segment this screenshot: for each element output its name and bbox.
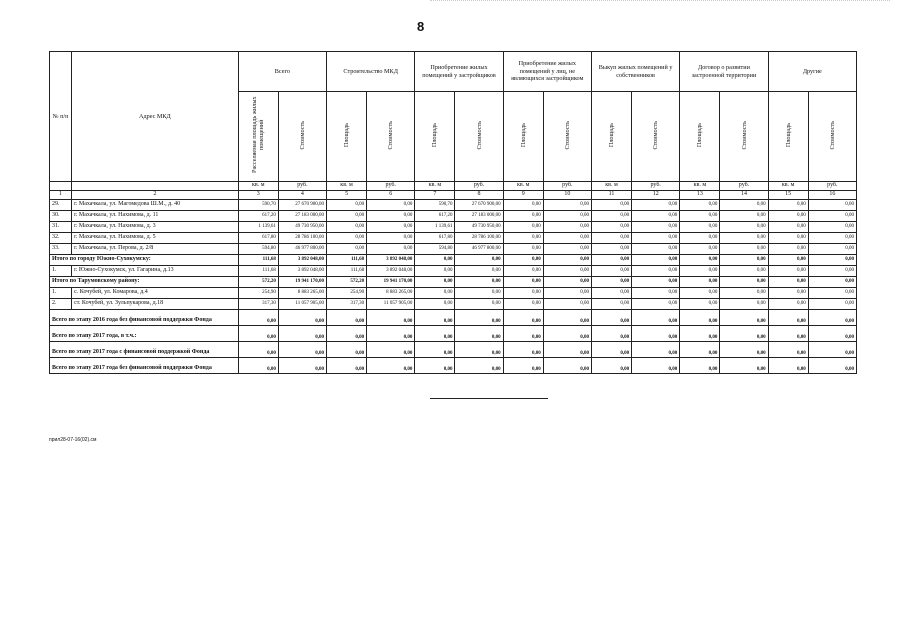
row-value: 0,00 (327, 221, 367, 232)
subheader-cost: Стоимость (455, 92, 503, 182)
column-number: 13 (680, 190, 720, 199)
row-value: 0,00 (327, 341, 367, 357)
column-number: 5 (327, 190, 367, 199)
row-value: 0,00 (415, 325, 455, 341)
subheader-cost: Стоимость (632, 92, 680, 182)
row-value: 0,00 (591, 357, 631, 373)
row-value: 317,30 (327, 298, 367, 309)
row-value: 0,00 (720, 357, 768, 373)
header-group-buyout: Выкуп жилых помещений у собственников (591, 52, 679, 92)
row-value: 0,00 (367, 210, 415, 221)
row-value: 0,00 (327, 199, 367, 210)
row-value: 0,00 (808, 325, 856, 341)
row-value: 28 786 100,00 (455, 232, 503, 243)
row-value: 254,90 (238, 287, 278, 298)
row-value: 0,00 (768, 287, 808, 298)
row-value: 49 730 950,00 (278, 221, 326, 232)
row-index: 33. (50, 243, 72, 254)
subheader-cost: Стоимость (543, 92, 591, 182)
subheader-cost: Стоимость (278, 92, 326, 182)
row-value: 3 892 048,00 (278, 254, 326, 265)
row-address: г. Махачкала, ул. Перова, д. 2/8 (72, 243, 239, 254)
row-index: 2. (50, 298, 72, 309)
column-number: 7 (415, 190, 455, 199)
row-value: 0,00 (503, 276, 543, 287)
unit-cell: кв. м (503, 181, 543, 190)
row-value: 0,00 (680, 325, 720, 341)
row-value: 0,00 (680, 287, 720, 298)
unit-cell: руб. (455, 181, 503, 190)
row-value: 0,00 (543, 357, 591, 373)
row-value: 0,00 (680, 210, 720, 221)
row-value: 0,00 (278, 357, 326, 373)
row-value: 0,00 (632, 276, 680, 287)
row-value: 0,00 (455, 276, 503, 287)
table-row (50, 232, 857, 243)
row-value: 590,70 (415, 199, 455, 210)
row-value: 1 139,61 (415, 221, 455, 232)
row-value: 0,00 (808, 232, 856, 243)
row-value: 0,00 (720, 276, 768, 287)
subheader-cost: Стоимость (808, 92, 856, 182)
row-value: 0,00 (415, 341, 455, 357)
row-value: 0,00 (543, 221, 591, 232)
row-index: 29. (50, 199, 72, 210)
row-index: 30. (50, 210, 72, 221)
row-value: 27 183 000,00 (455, 210, 503, 221)
subheader-cost: Стоимость (720, 92, 768, 182)
row-value: 27 183 000,00 (278, 210, 326, 221)
column-number: 15 (768, 190, 808, 199)
row-value: 111,68 (327, 254, 367, 265)
row-value: 0,00 (768, 243, 808, 254)
table-row (50, 287, 857, 298)
header-group-development: Договор о развитии застроенной территории (680, 52, 768, 92)
row-value: 0,00 (591, 341, 631, 357)
column-number: 16 (808, 190, 856, 199)
header-group-total: Всего (238, 52, 326, 92)
row-value: 0,00 (543, 325, 591, 341)
row-value: 0,00 (768, 357, 808, 373)
units-blank (72, 181, 239, 190)
row-value: 0,00 (808, 357, 856, 373)
row-address: г. Махачкала, ул. Нахимова, д. 11 (72, 210, 239, 221)
page-number: 8 (417, 19, 425, 34)
row-address: с. Кочубей, ул. Комарова, д.4 (72, 287, 239, 298)
row-label: Итого по Тарумовскому району: (50, 276, 239, 287)
row-value: 0,00 (632, 265, 680, 276)
row-value: 0,00 (327, 309, 367, 325)
row-value: 3 892 048,00 (367, 265, 415, 276)
row-value: 8 883 265,00 (367, 287, 415, 298)
row-value: 0,00 (455, 325, 503, 341)
header-group-construction: Строительство МКД (327, 52, 415, 92)
unit-cell: руб. (808, 181, 856, 190)
row-value: 0,00 (503, 298, 543, 309)
row-value: 0,00 (367, 243, 415, 254)
unit-cell: руб. (632, 181, 680, 190)
unit-cell: кв. м (415, 181, 455, 190)
row-value: 0,00 (455, 287, 503, 298)
row-value: 0,00 (768, 265, 808, 276)
footer-code: прил28-07-16(02).см (49, 437, 97, 443)
row-value: 111,68 (327, 265, 367, 276)
row-value: 0,00 (543, 276, 591, 287)
row-value: 0,00 (367, 232, 415, 243)
row-value: 0,00 (808, 298, 856, 309)
row-value: 594,80 (238, 243, 278, 254)
row-value: 0,00 (680, 276, 720, 287)
row-value: 46 977 800,00 (278, 243, 326, 254)
row-value: 0,00 (768, 309, 808, 325)
row-value: 0,00 (632, 298, 680, 309)
row-value: 617,80 (415, 232, 455, 243)
row-value: 0,00 (327, 243, 367, 254)
row-value: 0,00 (415, 287, 455, 298)
row-value: 0,00 (808, 254, 856, 265)
row-value: 0,00 (632, 357, 680, 373)
row-value: 0,00 (367, 341, 415, 357)
header-group-other: Другие (768, 52, 856, 92)
total-row (50, 341, 857, 357)
row-index: 1. (50, 287, 72, 298)
row-value: 0,00 (632, 243, 680, 254)
row-value: 572,20 (327, 276, 367, 287)
row-index: 31. (50, 221, 72, 232)
row-value: 0,00 (543, 210, 591, 221)
column-number: 2 (72, 190, 239, 199)
row-label: Итого по городу Южно-Сухокумску: (50, 254, 239, 265)
unit-cell: кв. м (680, 181, 720, 190)
row-value: 0,00 (632, 309, 680, 325)
row-value: 0,00 (543, 341, 591, 357)
row-value: 0,00 (591, 221, 631, 232)
subheader-area: Площадь (415, 92, 455, 182)
row-address: ст. Кочубей, ул. Зульпукарова, д.18 (72, 298, 239, 309)
row-value: 0,00 (680, 298, 720, 309)
row-value: 0,00 (632, 232, 680, 243)
row-value: 0,00 (632, 287, 680, 298)
row-value: 0,00 (768, 232, 808, 243)
subheader-area: Площадь (591, 92, 631, 182)
row-value: 0,00 (415, 309, 455, 325)
row-value: 0,00 (720, 287, 768, 298)
row-value: 0,00 (680, 254, 720, 265)
row-value: 0,00 (543, 199, 591, 210)
row-value: 0,00 (415, 265, 455, 276)
row-value: 0,00 (415, 276, 455, 287)
table-row (50, 243, 857, 254)
subtotal-row (50, 276, 857, 287)
row-value: 0,00 (591, 243, 631, 254)
row-value: 0,00 (455, 265, 503, 276)
row-value: 0,00 (503, 265, 543, 276)
row-value: 46 977 800,00 (455, 243, 503, 254)
row-value: 0,00 (768, 276, 808, 287)
row-value: 0,00 (632, 210, 680, 221)
row-value: 8 883 265,00 (278, 287, 326, 298)
row-value: 0,00 (238, 325, 278, 341)
row-value: 0,00 (367, 221, 415, 232)
row-value: 0,00 (543, 287, 591, 298)
column-number: 3 (238, 190, 278, 199)
row-value: 0,00 (720, 199, 768, 210)
row-value: 0,00 (591, 210, 631, 221)
unit-cell: руб. (720, 181, 768, 190)
row-address: г. Южно-Сухокумск, ул. Гагарина, д.13 (72, 265, 239, 276)
row-value: 0,00 (543, 309, 591, 325)
row-value: 0,00 (238, 341, 278, 357)
row-value: 0,00 (680, 341, 720, 357)
units-row (50, 181, 857, 190)
row-index: 32. (50, 232, 72, 243)
column-number: 1 (50, 190, 72, 199)
row-value: 0,00 (327, 232, 367, 243)
row-value: 28 786 100,00 (278, 232, 326, 243)
row-value: 0,00 (503, 221, 543, 232)
row-value: 0,00 (367, 325, 415, 341)
row-value: 0,00 (720, 325, 768, 341)
row-value: 0,00 (720, 265, 768, 276)
row-value: 617,20 (415, 210, 455, 221)
row-value: 0,00 (591, 254, 631, 265)
row-value: 0,00 (768, 341, 808, 357)
row-value: 0,00 (503, 254, 543, 265)
row-value: 3 892 048,00 (278, 265, 326, 276)
subheader-cost: Стоимость (367, 92, 415, 182)
subheader-area: Площадь (503, 92, 543, 182)
row-value: 0,00 (591, 309, 631, 325)
row-value: 0,00 (455, 298, 503, 309)
row-value: 111,68 (238, 265, 278, 276)
row-value: 0,00 (543, 265, 591, 276)
row-value: 0,00 (455, 254, 503, 265)
row-value: 0,00 (327, 325, 367, 341)
scan-noise (430, 0, 890, 5)
signature-line (430, 398, 548, 399)
unit-cell: руб. (278, 181, 326, 190)
row-value: 317,30 (238, 298, 278, 309)
unit-cell: руб. (367, 181, 415, 190)
row-value: 594,80 (415, 243, 455, 254)
row-value: 0,00 (591, 298, 631, 309)
row-value: 0,00 (503, 199, 543, 210)
row-value: 0,00 (503, 325, 543, 341)
row-value: 590,70 (238, 199, 278, 210)
row-value: 0,00 (455, 357, 503, 373)
row-value: 0,00 (808, 265, 856, 276)
row-value: 0,00 (808, 210, 856, 221)
table-row (50, 210, 857, 221)
row-value: 0,00 (680, 357, 720, 373)
row-value: 49 730 950,00 (455, 221, 503, 232)
row-value: 1 139,61 (238, 221, 278, 232)
row-value: 0,00 (503, 309, 543, 325)
column-number: 10 (543, 190, 591, 199)
row-value: 0,00 (768, 325, 808, 341)
row-value: 0,00 (415, 254, 455, 265)
row-value: 0,00 (632, 199, 680, 210)
row-value: 0,00 (768, 199, 808, 210)
row-value: 0,00 (503, 287, 543, 298)
row-value: 0,00 (278, 325, 326, 341)
row-value: 11 057 905,00 (367, 298, 415, 309)
row-value: 0,00 (503, 210, 543, 221)
row-value: 0,00 (591, 325, 631, 341)
row-value: 19 941 170,00 (367, 276, 415, 287)
unit-cell: руб. (543, 181, 591, 190)
row-value: 0,00 (503, 232, 543, 243)
row-value: 0,00 (632, 221, 680, 232)
total-row (50, 325, 857, 341)
column-number: 8 (455, 190, 503, 199)
column-number: 14 (720, 190, 768, 199)
row-value: 11 057 905,00 (278, 298, 326, 309)
row-value: 0,00 (632, 325, 680, 341)
row-address: г. Махачкала, ул. Магомедова Ш.М., д. 40 (72, 199, 239, 210)
row-value: 0,00 (808, 221, 856, 232)
row-value: 0,00 (238, 357, 278, 373)
row-label: Всего по этапу 2017 года, в т.ч.: (50, 325, 239, 341)
row-value: 0,00 (367, 309, 415, 325)
row-address: г. Махачкала, ул. Нахимова, д. 5 (72, 232, 239, 243)
resettlement-table (49, 51, 857, 374)
row-value: 0,00 (720, 254, 768, 265)
header-group-from-non-developers: Приобретение жилых помещений у лиц, не являющихся застройщиком (503, 52, 591, 92)
row-value: 0,00 (720, 243, 768, 254)
row-value: 0,00 (455, 309, 503, 325)
header-no: № п/п (50, 52, 72, 182)
row-value: 0,00 (768, 221, 808, 232)
row-value: 0,00 (278, 309, 326, 325)
column-number: 12 (632, 190, 680, 199)
table-row (50, 265, 857, 276)
row-value: 0,00 (327, 357, 367, 373)
row-value: 0,00 (543, 243, 591, 254)
header-group-from-developers: Приобретение жилых помещений у застройщиков (415, 52, 503, 92)
row-value: 0,00 (543, 298, 591, 309)
row-value: 0,00 (808, 276, 856, 287)
row-value: 0,00 (543, 232, 591, 243)
subtotal-row (50, 254, 857, 265)
row-value: 0,00 (720, 210, 768, 221)
row-value: 0,00 (768, 298, 808, 309)
row-value: 0,00 (591, 265, 631, 276)
subheader-area: Площадь (768, 92, 808, 182)
unit-cell: кв. м (591, 181, 631, 190)
row-value: 27 670 900,00 (455, 199, 503, 210)
row-label: Всего по этапу 2016 года без финансовой поддержки Фонда (50, 309, 239, 325)
row-value: 0,00 (720, 232, 768, 243)
total-row (50, 357, 857, 373)
row-value: 0,00 (768, 254, 808, 265)
row-value: 0,00 (415, 298, 455, 309)
subheader-area: Площадь (680, 92, 720, 182)
row-value: 0,00 (680, 232, 720, 243)
unit-cell: кв. м (768, 181, 808, 190)
row-value: 0,00 (808, 243, 856, 254)
row-value: 0,00 (238, 309, 278, 325)
column-number: 11 (591, 190, 631, 199)
row-value: 0,00 (415, 357, 455, 373)
column-number: 4 (278, 190, 326, 199)
row-value: 0,00 (632, 341, 680, 357)
row-label: Всего по этапу 2017 года с финансовой поддержкой Фонда (50, 341, 239, 357)
row-value: 0,00 (455, 341, 503, 357)
column-numbers-row (50, 190, 857, 199)
row-value: 617,80 (238, 232, 278, 243)
row-value: 0,00 (720, 309, 768, 325)
subheader-resettled-area: Расселяемая площадь жилых помещений (238, 92, 278, 182)
row-value: 0,00 (768, 210, 808, 221)
row-index: 1. (50, 265, 72, 276)
row-value: 0,00 (591, 199, 631, 210)
row-value: 0,00 (278, 341, 326, 357)
row-value: 0,00 (720, 298, 768, 309)
row-value: 617,20 (238, 210, 278, 221)
table-row (50, 298, 857, 309)
row-value: 254,90 (327, 287, 367, 298)
row-value: 0,00 (808, 309, 856, 325)
row-value: 0,00 (680, 199, 720, 210)
row-value: 0,00 (680, 221, 720, 232)
row-value: 19 941 170,00 (278, 276, 326, 287)
column-number: 6 (367, 190, 415, 199)
row-label: Всего по этапу 2017 года без финансовой поддержки Фонда (50, 357, 239, 373)
column-number: 9 (503, 190, 543, 199)
units-blank (50, 181, 72, 190)
row-value: 0,00 (367, 357, 415, 373)
row-value: 0,00 (591, 232, 631, 243)
unit-cell: кв. м (327, 181, 367, 190)
row-value: 0,00 (591, 276, 631, 287)
row-value: 0,00 (808, 199, 856, 210)
row-value: 0,00 (680, 309, 720, 325)
header-address: Адрес МКД (72, 52, 239, 182)
row-value: 0,00 (367, 199, 415, 210)
row-value: 0,00 (808, 341, 856, 357)
table-row (50, 199, 857, 210)
row-value: 0,00 (720, 221, 768, 232)
row-address: г. Махачкала, ул. Нахимова, д. 3 (72, 221, 239, 232)
row-value: 0,00 (808, 287, 856, 298)
row-value: 0,00 (680, 265, 720, 276)
row-value: 27 670 900,00 (278, 199, 326, 210)
row-value: 0,00 (720, 341, 768, 357)
row-value: 3 892 048,00 (367, 254, 415, 265)
row-value: 0,00 (503, 243, 543, 254)
row-value: 572,20 (238, 276, 278, 287)
total-row (50, 309, 857, 325)
unit-cell: кв. м (238, 181, 278, 190)
row-value: 0,00 (591, 287, 631, 298)
row-value: 0,00 (680, 243, 720, 254)
row-value: 111,68 (238, 254, 278, 265)
row-value: 0,00 (503, 357, 543, 373)
subheader-area: Площадь (327, 92, 367, 182)
row-value: 0,00 (327, 210, 367, 221)
row-value: 0,00 (543, 254, 591, 265)
row-value: 0,00 (503, 341, 543, 357)
table-row (50, 221, 857, 232)
row-value: 0,00 (632, 254, 680, 265)
